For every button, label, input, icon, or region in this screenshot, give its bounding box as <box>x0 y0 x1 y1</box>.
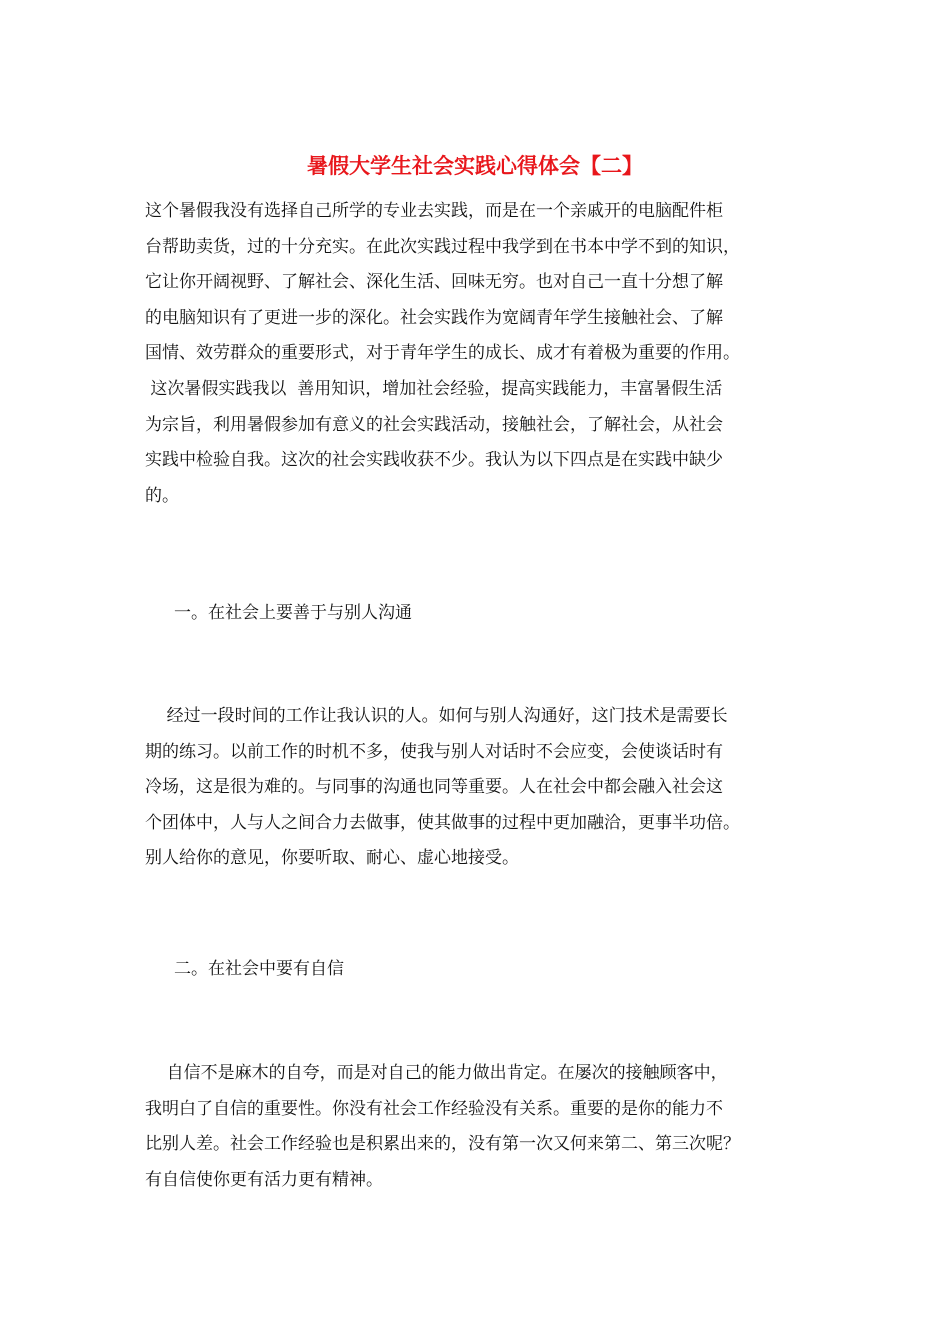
section-heading: 一。在社会上要善于与别人沟通 <box>174 603 412 623</box>
text-line: 经过一段时间的工作让我认识的人。如何与别人沟通好，这门技术是需要长 <box>145 706 728 726</box>
text-line: 的电脑知识有了更进一步的深化。社会实践作为宽阔青年学生接触社会、了解 <box>145 307 723 328</box>
text-line: 期的练习。以前工作的时机不多，使我与别人对话时不会应变，会使谈话时有 <box>145 741 723 762</box>
section-heading: 二。在社会中要有自信 <box>174 959 344 979</box>
section-paragraph <box>145 699 813 877</box>
text-line: 它让你开阔视野、了解社会、深化生活、回味无穷。也对自己一直十分想了解 <box>145 272 723 293</box>
section-paragraph <box>145 1056 813 1198</box>
text-line: 我明白了自信的重要性。你没有社会工作经验没有关系。重要的是你的能力不 <box>145 1098 723 1119</box>
text-line: 实践中检验自我。这次的社会实践收获不少。我认为以下四点是在实践中缺少 <box>145 450 723 471</box>
text-line: 有自信使你更有活力更有精神。 <box>145 1169 383 1190</box>
text-line: 国情、效劳群众的重要形式，对于青年学生的成长、成才有着极为重要的作用。 <box>145 343 740 364</box>
text-line: 个团体中，人与人之间合力去做事，使其做事的过程中更加融洽，更事半功倍。 <box>145 812 740 833</box>
document-title: 暑假大学生社会实践心得体会【二】 <box>307 153 643 178</box>
intro-paragraph <box>145 194 813 514</box>
text-line: 自信不是麻木的自夸，而是对自己的能力做出肯定。在屡次的接触顾客中， <box>145 1063 728 1083</box>
text-line: 这个暑假我没有选择自己所学的专业去实践，而是在一个亲戚开的电脑配件柜 <box>145 201 723 221</box>
text-line: 的。 <box>145 485 179 506</box>
text-line: 这次暑假实践我以 善用知识，增加社会经验，提高实践能力，丰富暑假生活 <box>145 378 723 399</box>
text-line: 冷场，这是很为难的。与同事的沟通也同等重要。人在社会中都会融入社会这 <box>145 777 723 798</box>
text-line: 台帮助卖货，过的十分充实。在此次实践过程中我学到在书本中学不到的知识， <box>145 236 740 257</box>
text-line: 别人给你的意见，你要听取、耐心、虚心地接受。 <box>145 848 519 869</box>
text-line: 为宗旨，利用暑假参加有意义的社会实践活动，接触社会，了解社会，从社会 <box>145 414 723 435</box>
text-line: 比别人差。社会工作经验也是积累出来的，没有第一次又何来第二、第三次呢？ <box>145 1134 740 1155</box>
